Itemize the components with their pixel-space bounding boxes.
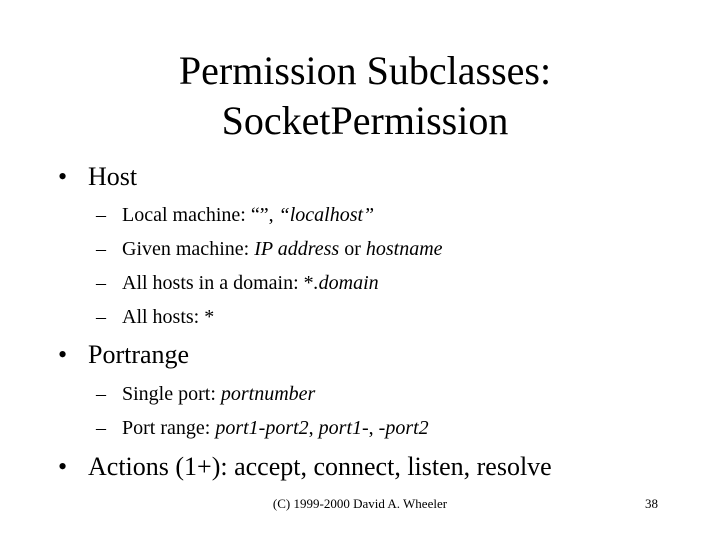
host-item-local-text: Local machine: “”, (122, 204, 279, 226)
bullet-host (58, 162, 137, 192)
bullet-portrange (58, 340, 189, 370)
bullet-marker: • (58, 340, 68, 369)
host-item-domain-italic: .domain (313, 272, 379, 294)
footer-copyright: (C) 1999-2000 David A. Wheeler (272, 496, 448, 511)
bullet-marker: • (58, 452, 68, 481)
dash-marker: – (96, 383, 106, 405)
host-item-domain (96, 271, 379, 295)
bullet-actions (58, 452, 552, 482)
host-item-all-text: All hosts: * (122, 306, 215, 328)
portrange-item-range-italic3: -port2 (378, 417, 429, 439)
dash-marker: – (96, 204, 106, 226)
portrange-item-single-italic: portnumber (220, 383, 316, 405)
host-item-given-mid: or (339, 238, 366, 260)
host-item-given (96, 237, 443, 261)
bullet-host-label: Host (88, 162, 138, 191)
host-item-domain-text: All hosts in a domain: * (122, 272, 314, 294)
dash-marker: – (96, 238, 106, 260)
page-number: 38 (645, 496, 658, 511)
host-item-given-italic: IP address (254, 238, 340, 260)
host-item-given-italic2: hostname (365, 238, 443, 260)
host-item-local-italic: “localhost” (278, 204, 375, 226)
host-item-all (96, 305, 214, 329)
dash-marker: – (96, 417, 106, 439)
title-line-1: Permission Subclasses: (178, 48, 552, 93)
host-item-given-text: Given machine: (122, 238, 255, 260)
portrange-item-single-text: Single port: (122, 383, 221, 405)
dash-marker: – (96, 306, 106, 328)
dash-marker: – (96, 272, 106, 294)
title-line-2: SocketPermission (221, 98, 509, 143)
portrange-item-range (96, 416, 429, 440)
bullet-marker: • (58, 162, 68, 191)
portrange-item-single (96, 382, 315, 406)
bullet-portrange-label: Portrange (88, 340, 190, 369)
portrange-item-range-italic: port1-port2 (215, 417, 309, 439)
portrange-item-range-text: Port range: (122, 417, 216, 439)
bullet-actions-label: Actions (1+): accept, connect, listen, resolve (88, 452, 552, 481)
host-item-local (96, 203, 374, 227)
portrange-item-range-mid2: , (368, 417, 379, 439)
slide-title (60, 46, 670, 146)
portrange-item-range-italic2: port1- (318, 417, 369, 439)
portrange-item-range-mid: , (308, 417, 319, 439)
